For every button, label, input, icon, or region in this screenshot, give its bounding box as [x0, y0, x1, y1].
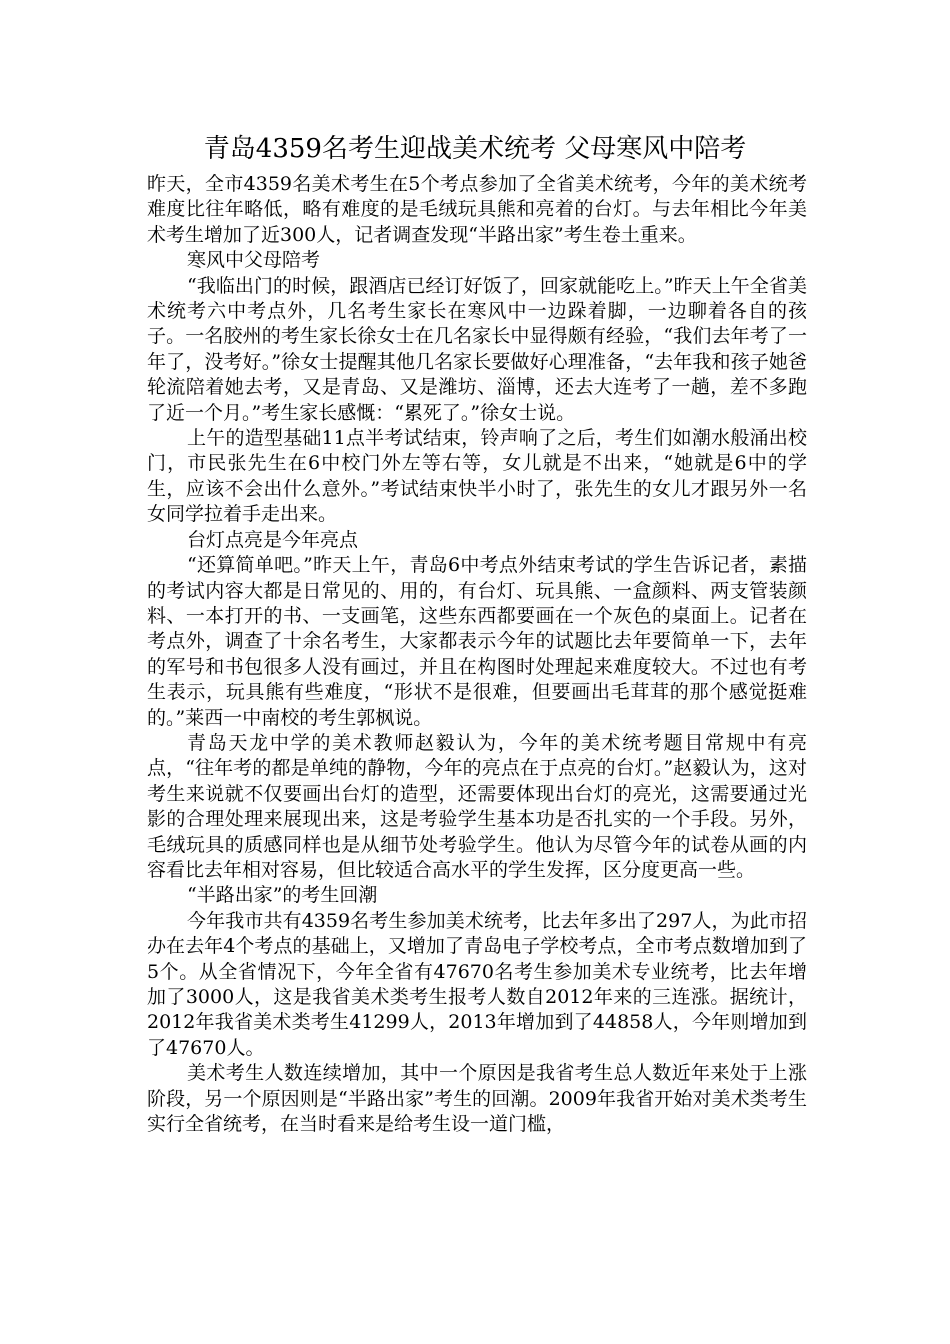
lead-paragraph: 昨天，全市4359名美术考生在5个考点参加了全省美术统考，今年的美术统考难度比往年略低，略有难度的是毛绒玩具熊和亮着的台灯。与去年相比今年美术考生增加了近300人，记者调查发现“半路出家”考生卷土重来。	[147, 173, 807, 246]
body-paragraph: “还算简单吧。”昨天上午，青岛6中考点外结束考试的学生告诉记者，素描的考试内容大都是日常见的、用的，有台灯、玩具熊、一盒颜料、两支管装颜料、一本打开的书、一支画笔，这些东西都要画在一个灰色的桌面上。记者在考点外，调查了十余名考生，大家都表示今年的试题比去年要简单一下，去年的军号和书包很多人没有画过，并且在构图时处理起来难度较大。不过也有考生表示，玩具熊有些难度，“形状不是很难，但要画出毛茸茸的那个感觉挺难的。”莱西一中南校的考生郭枫说。	[147, 554, 807, 729]
section-heading: 台灯点亮是今年亮点	[187, 528, 359, 551]
body-paragraph: 今年我市共有4359名考生参加美术统考，比去年多出了297人，为此市招办在去年4个考点的基础上，又增加了青岛电子学校考点，全市考点数增加到了5个。从全省情况下，今年全省有47670名考生参加美术专业统考，比去年增加了3000人，这是我省美术类考生报考人数自2012年来的三连涨。据统计，2012年我省美术类考生41299人，2013年增加到了44858人，今年则增加到了47670人。	[147, 909, 807, 1059]
body-paragraph: “我临出门的时候，跟酒店已经订好饭了，回家就能吃上。”昨天上午全省美术统考六中考点外，几名考生家长在寒风中一边跺着脚，一边聊着各自的孩子。一名胶州的考生家长徐女士在几名家长中显得颇有经验，“我们去年考了一年了，没考好。”徐女士提醒其他几名家长要做好心理准备，“去年我和孩子她爸轮流陪着她去考，又是青岛、又是潍坊、淄博，还去大连考了一趟，差不多跑了近一个月。”考生家长感慨：“累死了。”徐女士说。	[147, 274, 807, 424]
section-heading: “半路出家”的考生回潮	[187, 884, 378, 907]
section-heading: 寒风中父母陪考	[187, 249, 321, 272]
article-title: 青岛4359名考生迎战美术统考 父母寒风中陪考	[203, 134, 747, 164]
body-paragraph: 上午的造型基础11点半考试结束，铃声响了之后，考生们如潮水般涌出校门，市民张先生在6中校门外左等右等，女儿就是不出来，“她就是6中的学生，应该不会出什么意外。”考试结束快半小时了，张先生的女儿才跟另外一名女同学拉着手走出来。	[147, 427, 807, 526]
body-paragraph: 青岛天龙中学的美术教师赵毅认为，今年的美术统考题目常规中有亮点，“往年考的都是单纯的静物，今年的亮点在于点亮的台灯。”赵毅认为，这对考生来说就不仅要画出台灯的造型，还需要体现出台灯的亮光，这需要通过光影的合理处理来展现出来，这是考验学生基本功是否扎实的一个手段。另外，毛绒玩具的质感同样也是从细节处考验学生。他认为尽管今年的试卷从画的内容看比去年相对容易，但比较适合高水平的学生发挥，区分度更高一些。	[147, 731, 807, 881]
body-paragraph: 美术考生人数连续增加，其中一个原因是我省考生总人数近年来处于上涨阶段，另一个原因则是“半路出家”考生的回潮。2009年我省开始对美术类考生实行全省统考，在当时看来是给考生设一道门槛，	[147, 1062, 807, 1136]
article-body	[147, 172, 807, 1137]
